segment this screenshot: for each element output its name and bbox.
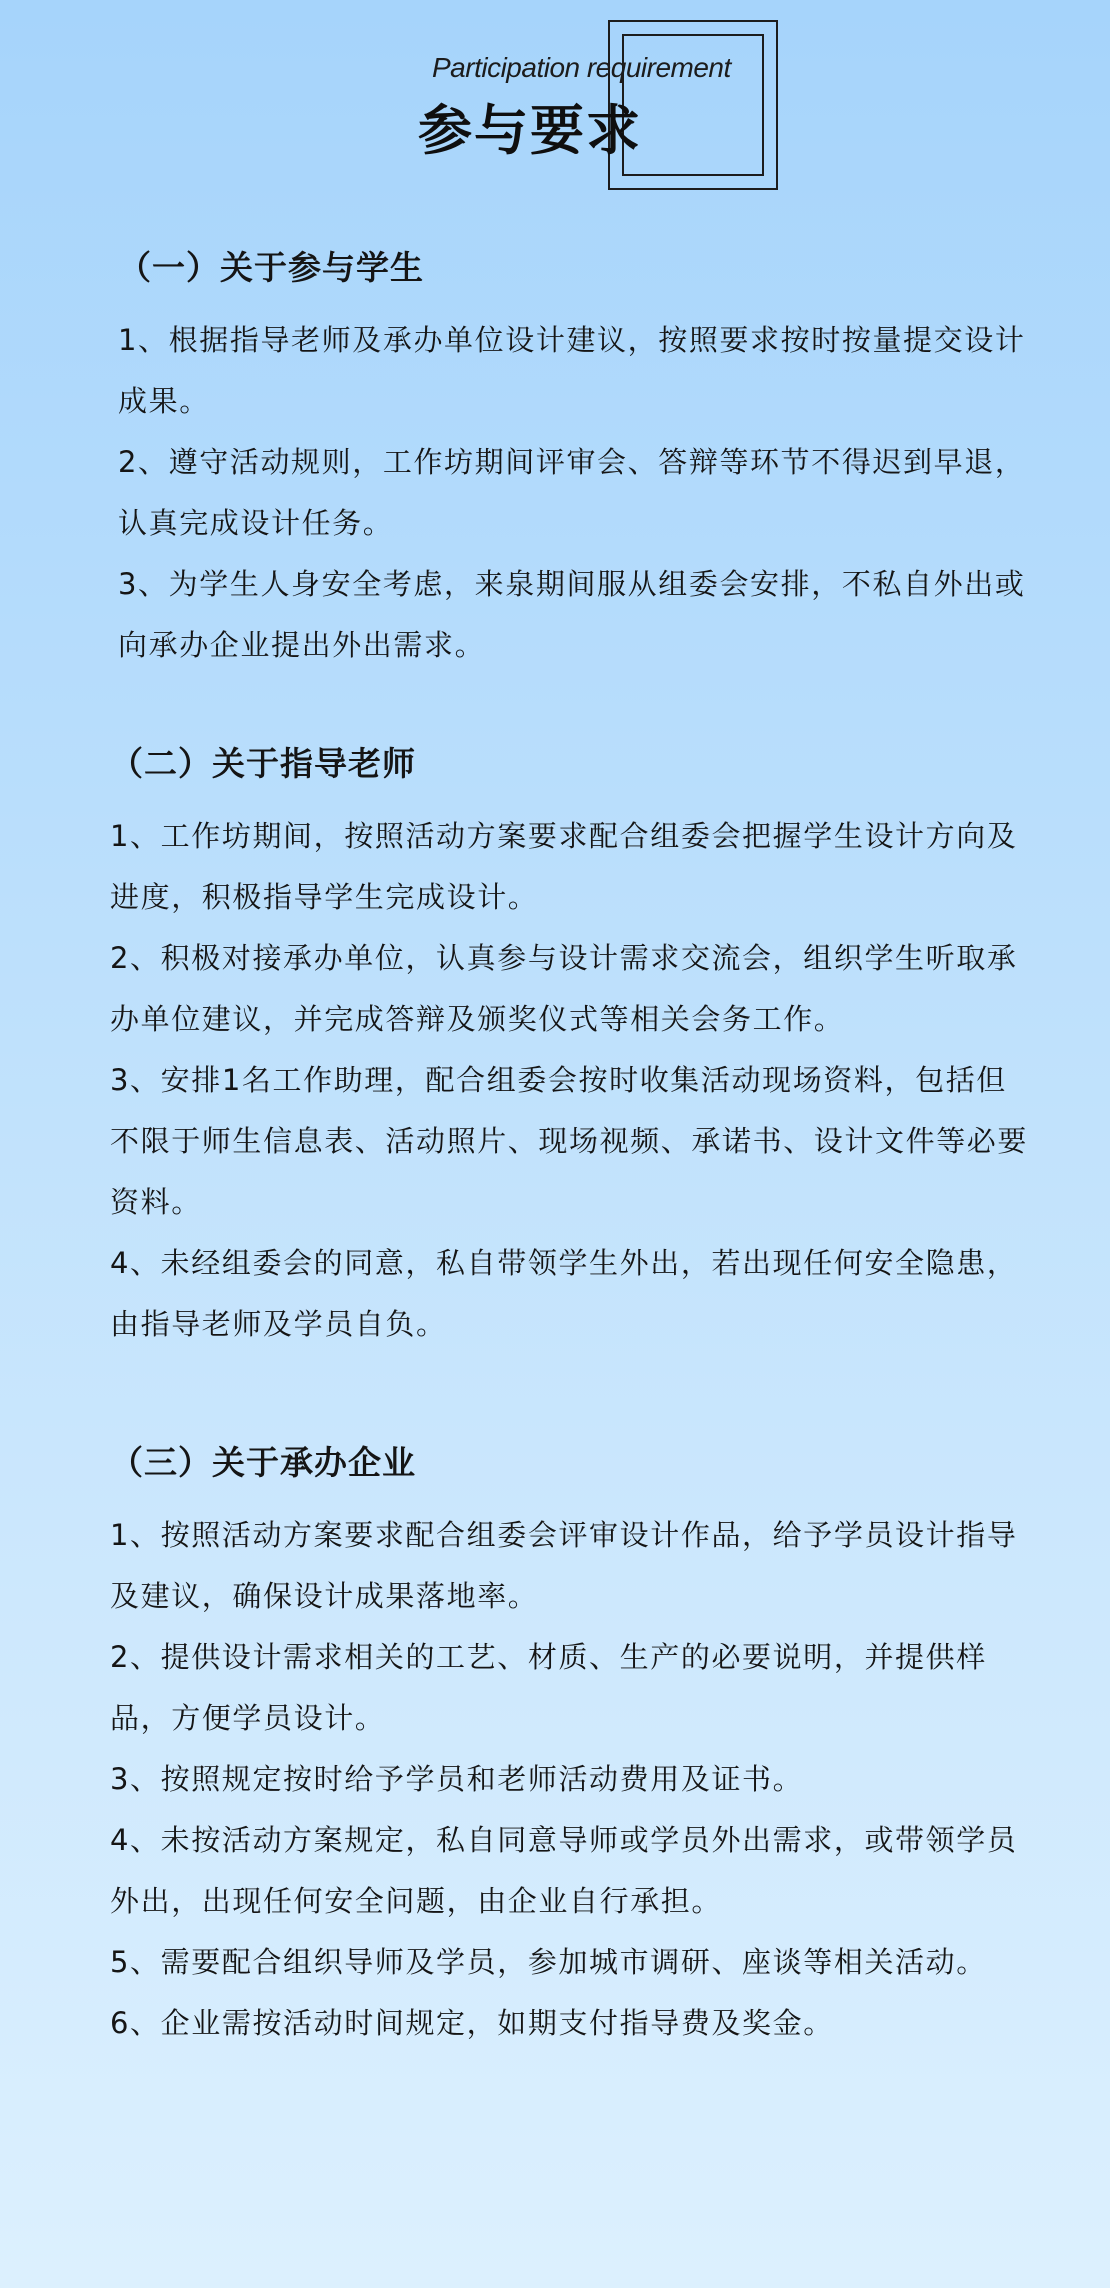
section-enterprises [110,1443,1030,2054]
list-item: 1、工作坊期间，按照活动方案要求配合组委会把握学生设计方向及进度，积极指导学生完成设计。 [110,819,1018,914]
list-item: 4、未按活动方案规定，私自同意导师或学员外出需求，或带领学员外出，出现任何安全问题，由企业自行承担。 [110,1823,1018,1918]
list-item: 4、未经组委会的同意，私自带领学生外出，若出现任何安全隐患，由指导老师及学员自负。 [110,1246,1018,1341]
list-item: 3、为学生人身安全考虑，来泉期间服从组委会安排，不私自外出或向承办企业提出外出需求。 [118,567,1026,662]
page-header [0,0,1110,200]
list-item: 3、安排1名工作助理，配合组委会按时收集活动现场资料，包括但不限于师生信息表、活动照片、现场视频、承诺书、设计文件等必要资料。 [110,1063,1029,1219]
section-heading: （二）关于指导老师 [110,744,416,783]
list-item: 3、按照规定按时给予学员和老师活动费用及证书。 [110,1762,804,1796]
list-item: 6、企业需按活动时间规定，如期支付指导费及奖金。 [110,2006,834,2040]
page-title: 参与要求 [418,99,642,162]
list-item: 1、根据指导老师及承办单位设计建议，按照要求按时按量提交设计成果。 [118,323,1026,418]
list-item: 5、需要配合组织导师及学员，参加城市调研、座谈等相关活动。 [110,1945,987,1979]
section-heading: （三）关于承办企业 [110,1443,416,1482]
page-subtitle: Participation requirement [432,52,731,83]
list-item: 2、遵守活动规则，工作坊期间评审会、答辩等环节不得迟到早退，认真完成设计任务。 [118,445,1026,540]
section-students [118,248,1038,676]
list-item: 2、积极对接承办单位，认真参与设计需求交流会，组织学生听取承办单位建议，并完成答辩及颁奖仪式等相关会务工作。 [110,941,1018,1036]
section-teachers [110,744,1030,1355]
list-item: 2、提供设计需求相关的工艺、材质、生产的必要说明，并提供样品，方便学员设计。 [110,1640,987,1735]
list-item: 1、按照活动方案要求配合组委会评审设计作品，给予学员设计指导及建议，确保设计成果落地率。 [110,1518,1018,1613]
section-heading: （一）关于参与学生 [118,248,424,287]
